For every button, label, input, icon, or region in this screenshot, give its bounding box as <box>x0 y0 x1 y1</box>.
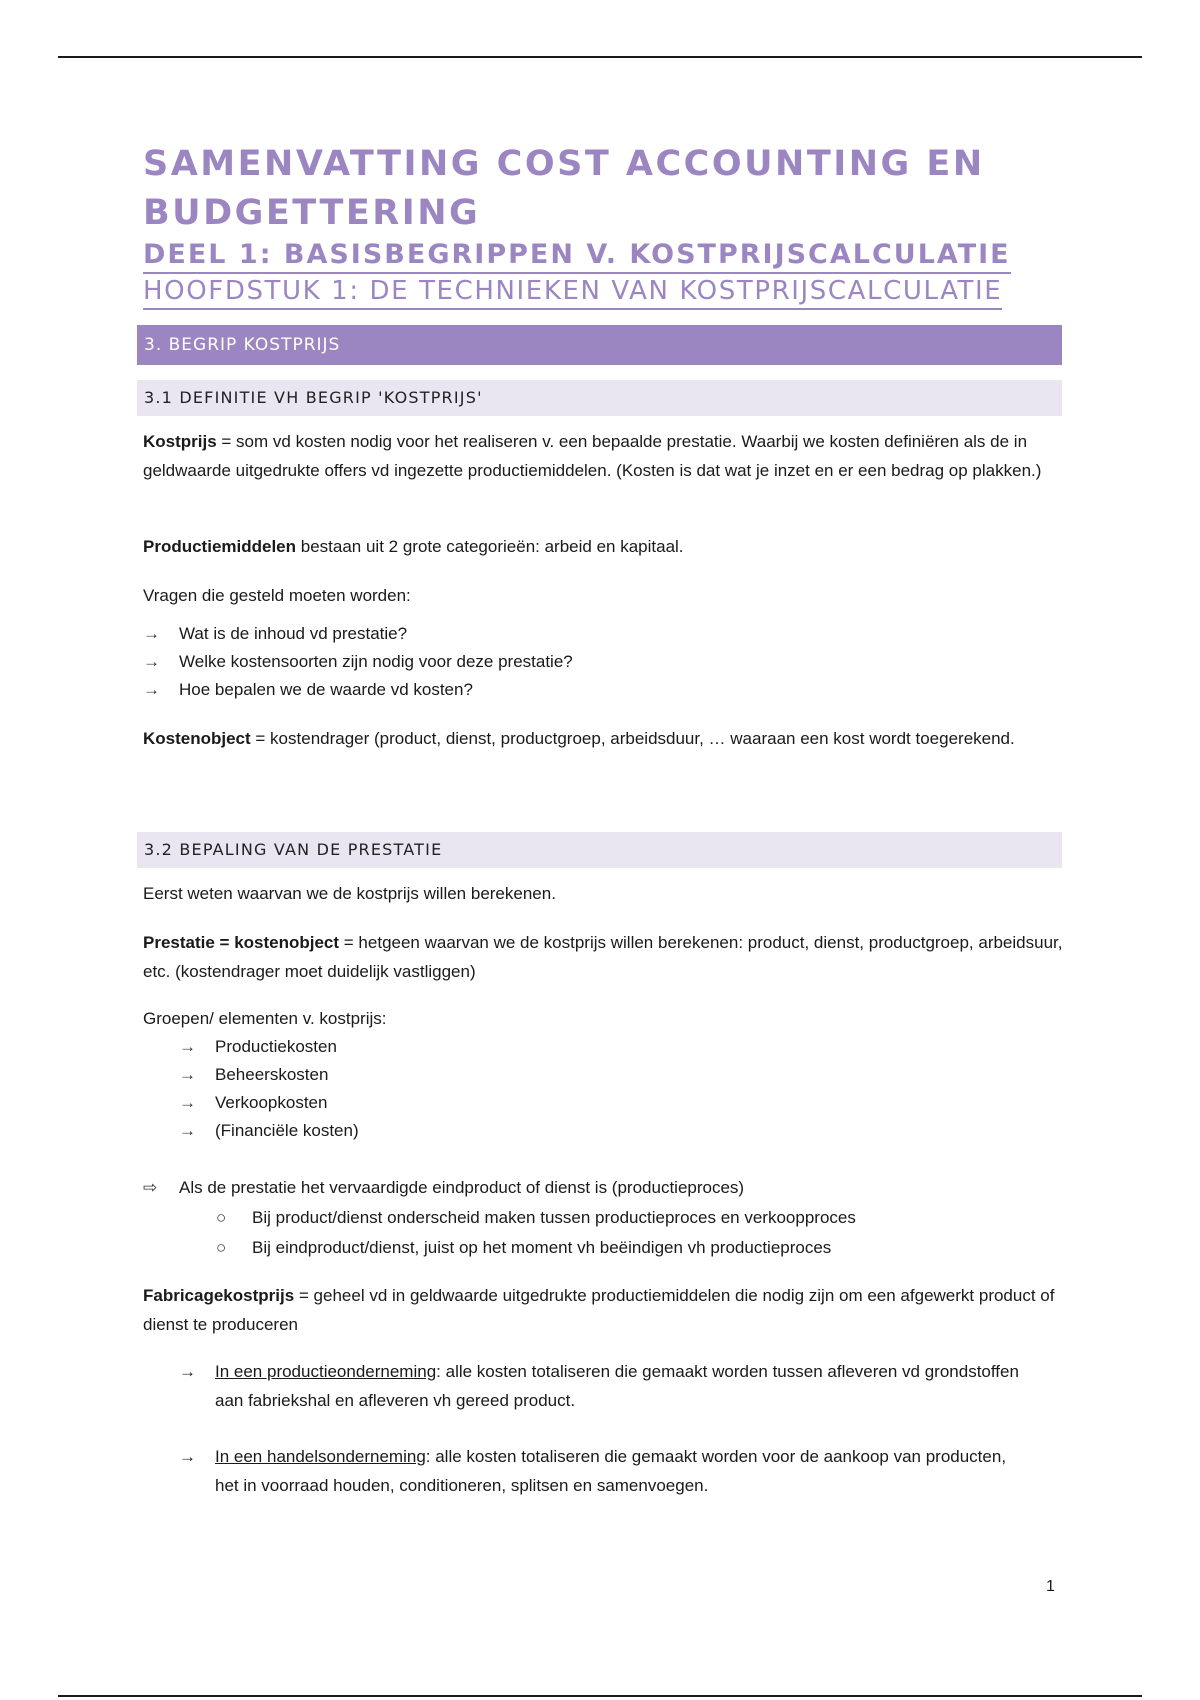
page-number: 1 <box>1046 1578 1055 1595</box>
fabricagekostprijs-definition <box>143 1282 1063 1339</box>
list-item <box>179 1358 1029 1415</box>
kostenobject-definition <box>143 725 1063 754</box>
arrow-icon: → <box>179 1037 196 1056</box>
prestatie-intro: Eerst weten waarvan we de kostprijs willen berekenen. <box>143 884 556 903</box>
part-heading: DEEL 1: BASISBEGRIPPEN V. KOSTPRIJSCALCULATIE <box>143 238 1011 274</box>
chapter-heading: HOOFDSTUK 1: DE TECHNIEKEN VAN KOSTPRIJSCALCULATIE <box>143 274 1002 310</box>
productieonderneming-term: In een productieonderneming <box>215 1362 437 1381</box>
productiemiddelen-term: Productiemiddelen <box>143 537 297 556</box>
vragen-intro: Vragen die gesteld moeten worden: <box>143 586 411 605</box>
arrow-icon: → <box>179 1121 196 1140</box>
arrow-icon: → <box>179 1447 196 1466</box>
list-item <box>179 1443 1029 1500</box>
arrow-icon: → <box>179 1362 196 1381</box>
prestatie-definition <box>143 929 1063 986</box>
kostenobject-term: Kostenobject <box>143 729 251 748</box>
prestatie-text: = hetgeen waarvan we de kostprijs willen berekenen: product, dienst, productgroep, arbeidsuur, etc. (kostendrager moet duidelijk vastliggen) <box>143 933 1063 981</box>
productiemiddelen-definition <box>143 533 1063 562</box>
kostenobject-text: = kostendrager (product, dienst, productgroep, arbeidsduur, … waaraan een kost wordt toegerekend. <box>250 729 1015 748</box>
header-rule <box>58 56 1142 58</box>
groepen-intro: Groepen/ elementen v. kostprijs: <box>143 1009 387 1028</box>
document-title: SAMENVATTING COST ACCOUNTING EN BUDGETTERING <box>143 144 985 233</box>
handelsonderneming-term: In een handelsonderneming <box>215 1447 426 1466</box>
circle-bullet-icon: ○ <box>216 1238 227 1257</box>
fabricagekostprijs-term: Fabricagekostprijs <box>143 1286 295 1305</box>
handelsonderneming-text: : alle kosten totaliseren die gemaakt worden voor de aankoop van producten, het in voorraad houden, conditioneren, splitsen en samenvoegen. <box>215 1447 1007 1495</box>
arrow-icon: → <box>143 680 160 699</box>
arrow-icon: → <box>143 624 160 643</box>
kostprijs-definition <box>143 428 1063 485</box>
title-block <box>143 140 1063 310</box>
arrow-icon: → <box>179 1093 196 1112</box>
circle-bullet-icon: ○ <box>216 1208 227 1227</box>
section-heading-3-2: 3.2 BEPALING VAN DE PRESTATIE <box>137 832 1062 868</box>
section-heading-3: 3. BEGRIP KOSTPRIJS <box>137 325 1062 365</box>
prestatie-term: Prestatie = kostenobject <box>143 933 340 952</box>
fabricagekostprijs-text: = geheel vd in geldwaarde uitgedrukte productiemiddelen die nodig zijn om een afgewerkt product of dienst te produceren <box>143 1286 1055 1334</box>
kostprijs-term: Kostprijs <box>143 432 217 451</box>
kostprijs-text: = som vd kosten nodig voor het realiseren v. een bepaalde prestatie. Waarbij we kosten definiëren als de in geldwaarde uitgedrukte offers vd ingezette productiemiddelen. (Kosten is dat wat je inzet en er een bedrag op plakken.) <box>143 432 1042 480</box>
arrow-icon: → <box>179 1065 196 1084</box>
productiemiddelen-text: bestaan uit 2 grote categorieën: arbeid en kapitaal. <box>296 537 684 556</box>
footer-rule <box>58 1695 1142 1697</box>
section-heading-3-1: 3.1 DEFINITIE VH BEGRIP 'KOSTPRIJS' <box>137 380 1062 416</box>
hollow-arrow-icon: ⇨ <box>143 1178 158 1197</box>
productieonderneming-text: : alle kosten totaliseren die gemaakt worden tussen afleveren vd grondstoffen aan fabriekshal en afleveren vh gereed product. <box>215 1362 1019 1410</box>
arrow-icon: → <box>143 652 160 671</box>
